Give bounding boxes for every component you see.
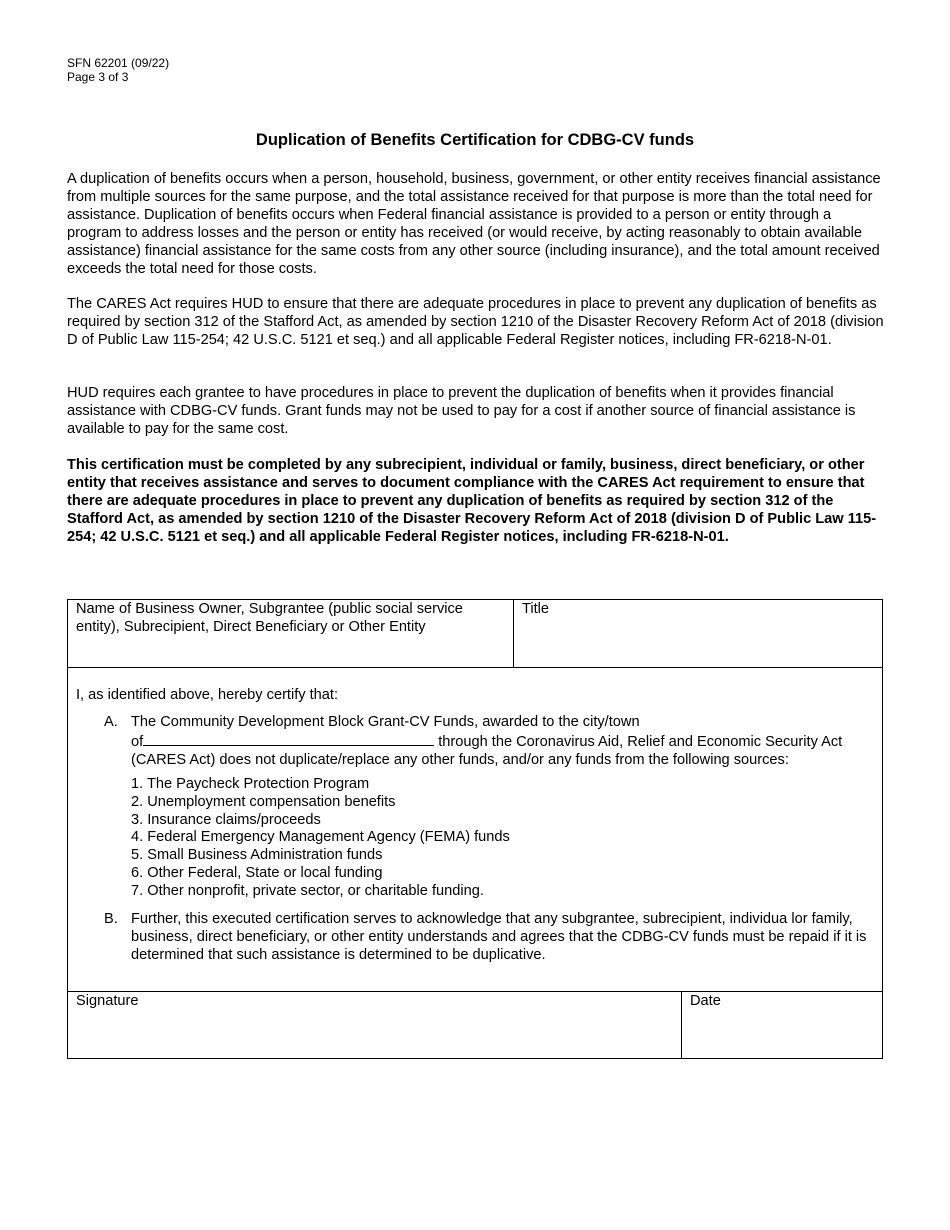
form-identifier — [67, 56, 169, 84]
signature-row — [68, 992, 882, 1058]
item-a-of: of — [131, 734, 144, 750]
item-a-text — [131, 713, 879, 769]
certification-intro: I, as identified above, hereby certify that: — [76, 687, 339, 703]
title-field[interactable] — [514, 600, 882, 667]
funding-sources-list — [131, 776, 510, 901]
entity-name-label: Name of Business Owner, Subgrantee (public social service entity), Subrecipient, Direct Beneficiary or Other Entity — [76, 601, 463, 635]
certification-form — [67, 599, 883, 1059]
signature-label: Signature — [76, 993, 139, 1009]
form-number: SFN 62201 (09/22) — [67, 56, 170, 70]
item-a-letter: A. — [104, 714, 118, 730]
list-item: 4. Federal Emergency Management Agency (FEMA) funds — [131, 829, 510, 846]
list-item: 5. Small Business Administration funds — [131, 847, 383, 864]
list-item: 1. The Paycheck Protection Program — [131, 776, 370, 792]
item-a-line1: The Community Development Block Grant-CV Funds, awarded to the city/town — [131, 714, 640, 730]
city-town-blank[interactable] — [143, 731, 434, 746]
page-label: Page 3 of 3 — [67, 70, 129, 84]
paragraph-hud-requirement: HUD requires each grantee to have procedures in place to prevent the duplication of benefits when it provides financial assistance with CDBG-CV funds. Grant funds may not be used to pay for a cost if another source of financial assistance is available to pay for the same cost. — [67, 385, 856, 437]
entity-row — [68, 600, 882, 668]
list-item: 3. Insurance claims/proceeds — [131, 811, 321, 828]
list-item: 7. Other nonprofit, private sector, or charitable funding. — [131, 882, 484, 899]
signature-field[interactable] — [68, 992, 682, 1058]
paragraph-cares-act: The CARES Act requires HUD to ensure that there are adequate procedures in place to prevent any duplication of benefits as required by section 312 of the Stafford Act, as amended by section 1210 of the Disaster Recovery Reform Act of 2018 (division D of Public Law 115-254; 42 U.S.C. 5121 et seq.) and all applicable Federal Register notices, including FR-6218-N-01. — [67, 296, 884, 348]
paragraph-definition: A duplication of benefits occurs when a person, household, business, government, or other entity receives financial assistance from multiple sources for the same purpose, and the total assistance received for that purpose is more than the total need for assistance. Duplication of benefits occurs when Federal financial assistance is provided to a person or entity through a program to address losses and the person or entity has received (or would receive, by acting reasonably to obtain available assistance) financial assistance for the same costs from any other source (including insurance), and the total amount received exceeds the total need for those costs. — [67, 171, 881, 277]
document-title: Duplication of Benefits Certification for CDBG-CV funds — [255, 131, 695, 149]
date-label: Date — [690, 993, 721, 1009]
date-field[interactable] — [682, 992, 882, 1058]
entity-name-field[interactable] — [68, 600, 514, 667]
paragraph-certification-notice: This certification must be completed by any subrecipient, individual or family, business, direct beneficiary, or other entity that receives assistance and serves to document compliance with the CARES Act requirement to ensure that there are adequate procedures in place to prevent any duplication of benefits as required by section 312 of the Stafford Act, as amended by section 1210 of the Disaster Recovery Reform Act of 2018 (division D of Public Law 115-254; 42 U.S.C. 5121 et seq.) and all applicable Federal Register notices, including FR-6218-N-01. — [67, 457, 877, 545]
list-item: 2. Unemployment compensation benefits — [131, 793, 396, 810]
item-a-rest: through the Coronavirus Aid, Relief and Economic Security Act (CARES Act) does not duplicate/replace any other funds, and/or any funds from the following sources: — [131, 734, 843, 768]
item-b-letter: B. — [104, 911, 118, 927]
certification-body — [68, 668, 882, 992]
list-item: 6. Other Federal, State or local funding — [131, 864, 383, 881]
item-b-text: Further, this executed certification serves to acknowledge that any subgrantee, subrecipient, individua lor family, business, direct beneficiary, or other entity understands and agrees that the CDBG-CV funds must be repaid if it is determined that such assistance is determined to be duplicative. — [131, 911, 867, 963]
title-label: Title — [522, 601, 550, 617]
